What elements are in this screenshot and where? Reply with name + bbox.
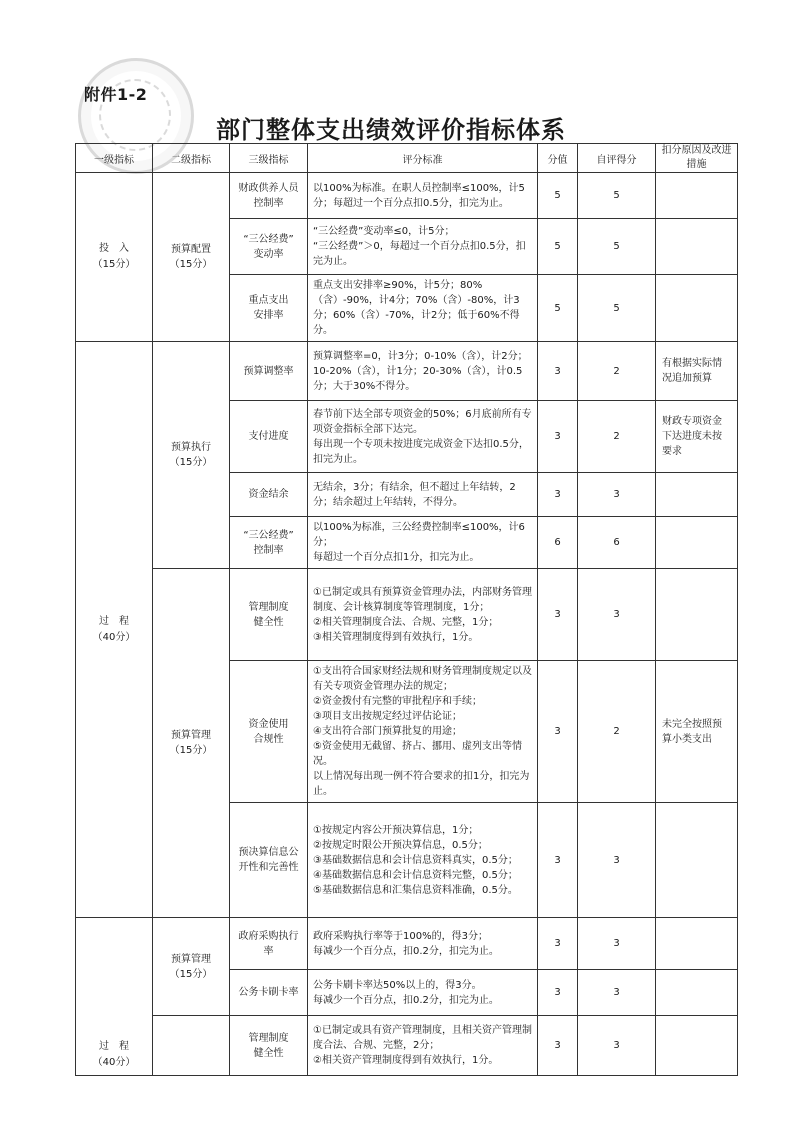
- reason-cell: [656, 569, 738, 661]
- table-row: [76, 1016, 738, 1076]
- header-criteria: 评分标准: [308, 144, 538, 173]
- level1-process: 过 程 （40分）: [76, 342, 153, 918]
- level3-cell: 管理制度 健全性: [230, 569, 308, 661]
- criteria-cell: 公务卡刷卡率达50%以上的，得3分。 每减少一个百分点，扣0.2分，扣完为止。: [308, 970, 538, 1016]
- score-cell: 5: [538, 219, 578, 275]
- header-level3: 三级指标: [230, 144, 308, 173]
- reason-cell: [656, 1016, 738, 1076]
- attachment-label: 附件1-2: [84, 85, 148, 104]
- criteria-cell: 以100%为标准，三公经费控制率≤100%，计6分； 每超过一个百分点扣1分，扣完为止。: [308, 517, 538, 569]
- criteria-cell: 无结余，3分；有结余，但不超过上年结转，2分；结余超过上年结转，不得分。: [308, 473, 538, 517]
- level3-cell: “三公经费” 控制率: [230, 517, 308, 569]
- self-score-cell: 3: [578, 970, 656, 1016]
- level3-cell: 管理制度 健全性: [230, 1016, 308, 1076]
- self-score-cell: 3: [578, 918, 656, 970]
- reason-cell: [656, 173, 738, 219]
- score-cell: 3: [538, 970, 578, 1016]
- level1-input: 投 入 （15分）: [76, 173, 153, 342]
- score-cell: 3: [538, 473, 578, 517]
- table-row: [76, 173, 738, 219]
- level3-cell: 支付进度: [230, 401, 308, 473]
- level3-cell: “三公经费” 变动率: [230, 219, 308, 275]
- level2-budget-exec: 预算执行 （15分）: [153, 342, 230, 569]
- reason-cell: [656, 970, 738, 1016]
- criteria-cell: ①支出符合国家财经法规和财务管理制度规定以及有关专项资金管理办法的规定； ②资金拨付有完整的审批程序和手续； ③项目支出按规定经过评估论证； ④支出符合部门预算批复的用途； ⑤资金使用无截留、挤占、挪用、虚列支出等情况。 以上情况每出现一例不符合要求的扣1分，扣完为止。: [308, 661, 538, 803]
- level2-empty: [153, 1016, 230, 1076]
- self-score-cell: 3: [578, 569, 656, 661]
- level2-budget-mgmt: 预算管理 （15分）: [153, 569, 230, 918]
- reason-cell: 有根据实际情况追加预算: [656, 342, 738, 401]
- score-cell: 3: [538, 401, 578, 473]
- level3-cell: 资金使用 合规性: [230, 661, 308, 803]
- reason-cell: [656, 275, 738, 342]
- score-cell: 3: [538, 661, 578, 803]
- header-score: 分值: [538, 144, 578, 173]
- reason-cell: [656, 918, 738, 970]
- header-self-score: 自评得分: [578, 144, 656, 173]
- level2-budget-mgmt-2: 预算管理 （15分）: [153, 918, 230, 1016]
- reason-cell: [656, 219, 738, 275]
- level1-process-2: 过 程 （40分）: [76, 918, 153, 1076]
- self-score-cell: 5: [578, 275, 656, 342]
- table-row: [76, 342, 738, 401]
- level3-cell: 公务卡刷卡率: [230, 970, 308, 1016]
- reason-cell: [656, 517, 738, 569]
- header-level1: 一级指标: [76, 144, 153, 173]
- self-score-cell: 5: [578, 173, 656, 219]
- criteria-cell: 以100%为标准。在职人员控制率≤100%，计5分；每超过一个百分点扣0.5分，扣完为止。: [308, 173, 538, 219]
- reason-cell: 未完全按照预算小类支出: [656, 661, 738, 803]
- score-cell: 3: [538, 569, 578, 661]
- page-title: 部门整体支出绩效评价指标体系: [216, 116, 566, 144]
- table-row: [76, 569, 738, 661]
- reason-cell: [656, 473, 738, 517]
- level3-cell: 重点支出 安排率: [230, 275, 308, 342]
- header-reason: 扣分原因及改进措施: [656, 144, 738, 173]
- score-cell: 5: [538, 173, 578, 219]
- reason-cell: 财政专项资金下达进度未按要求: [656, 401, 738, 473]
- score-cell: 3: [538, 803, 578, 918]
- self-score-cell: 2: [578, 661, 656, 803]
- criteria-cell: 政府采购执行率等于100%的，得3分； 每减少一个百分点，扣0.2分，扣完为止。: [308, 918, 538, 970]
- criteria-cell: 春节前下达全部专项资金的50%；6月底前所有专项资金指标全部下达完。 每出现一个专项未按进度完成资金下达扣0.5分，扣完为止。: [308, 401, 538, 473]
- criteria-cell: ①已制定或具有资产管理制度，且相关资产管理制度合法、合规、完整，2分； ②相关资产管理制度得到有效执行，1分。: [308, 1016, 538, 1076]
- self-score-cell: 2: [578, 342, 656, 401]
- level3-cell: 财政供养人员 控制率: [230, 173, 308, 219]
- level3-cell: 预决算信息公 开性和完善性: [230, 803, 308, 918]
- table-header-row: [76, 144, 738, 173]
- header-level2: 二级指标: [153, 144, 230, 173]
- level3-cell: 预算调整率: [230, 342, 308, 401]
- reason-cell: [656, 803, 738, 918]
- criteria-cell: 预算调整率=0，计3分；0-10%（含），计2分；10-20%（含），计1分；20-30%（含），计0.5分；大于30%不得分。: [308, 342, 538, 401]
- criteria-cell: “三公经费”变动率≤0，计5分； “三公经费”＞0，每超过一个百分点扣0.5分，扣完为止。: [308, 219, 538, 275]
- criteria-cell: ①按规定内容公开预决算信息，1分； ②按规定时限公开预决算信息，0.5分； ③基础数据信息和会计信息资料真实，0.5分； ④基础数据信息和会计信息资料完整，0.5分； ⑤基础数据信息和汇集信息资料准确，0.5分。: [308, 803, 538, 918]
- criteria-cell: 重点支出安排率≥90%，计5分；80%（含）-90%，计4分；70%（含）-80%，计3分；60%（含）-70%，计2分；低于60%不得分。: [308, 275, 538, 342]
- score-cell: 5: [538, 275, 578, 342]
- self-score-cell: 3: [578, 473, 656, 517]
- level3-cell: 资金结余: [230, 473, 308, 517]
- level2-budget-config: 预算配置 （15分）: [153, 173, 230, 342]
- table-row: [76, 918, 738, 970]
- score-cell: 6: [538, 517, 578, 569]
- level3-cell: 政府采购执行 率: [230, 918, 308, 970]
- criteria-cell: ①已制定或具有预算资金管理办法，内部财务管理制度、会计核算制度等管理制度，1分； ②相关管理制度合法、合规、完整，1分； ③相关管理制度得到有效执行，1分。: [308, 569, 538, 661]
- score-cell: 3: [538, 342, 578, 401]
- self-score-cell: 6: [578, 517, 656, 569]
- self-score-cell: 2: [578, 401, 656, 473]
- self-score-cell: 3: [578, 803, 656, 918]
- self-score-cell: 5: [578, 219, 656, 275]
- evaluation-index-table: [75, 143, 738, 1076]
- score-cell: 3: [538, 1016, 578, 1076]
- self-score-cell: 3: [578, 1016, 656, 1076]
- score-cell: 3: [538, 918, 578, 970]
